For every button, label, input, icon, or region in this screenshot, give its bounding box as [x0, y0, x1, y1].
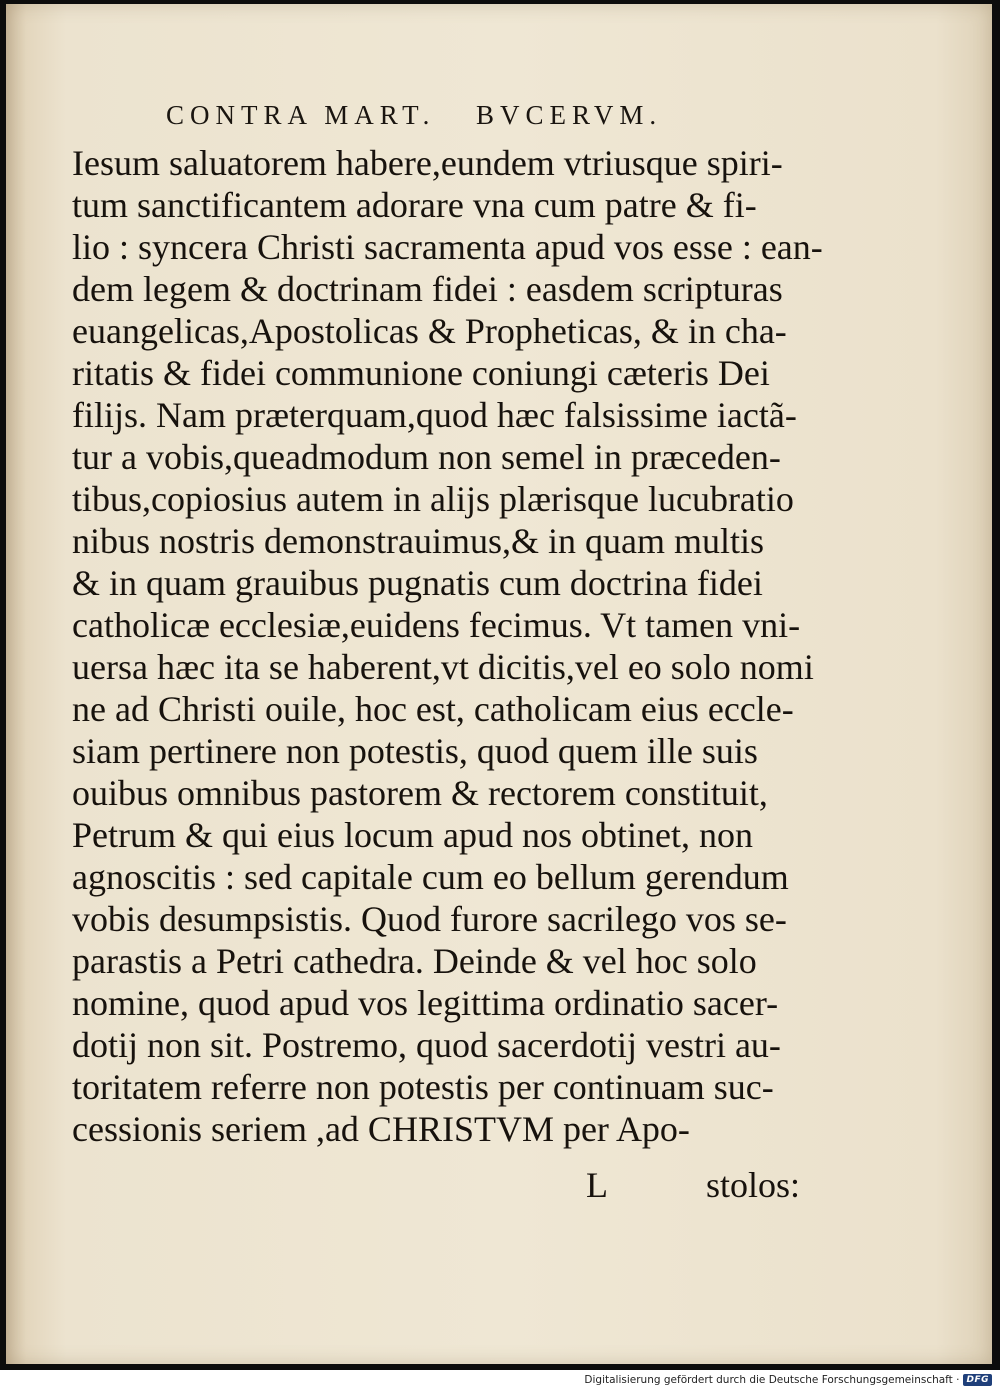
text-line: tibus,copiosius autem in alijs plærisque lucubratio — [72, 479, 794, 519]
text-line: catholicæ ecclesiæ,euidens fecimus. Vt tamen vni- — [72, 605, 801, 645]
text-line: tum sanctificantem adorare vna cum patre & fi- — [72, 185, 757, 225]
digitization-credit — [584, 1372, 992, 1388]
text-line: dem legem & doctrinam fidei : easdem scripturas — [72, 269, 783, 309]
catchword: stolos: — [706, 1165, 801, 1205]
text-line: uersa hæc ita se haberent,vt dicitis,vel eo solo nomi — [72, 647, 814, 687]
text-line: toritatem referre non potestis per continuam suc- — [72, 1067, 774, 1107]
text-line: euangelicas,Apostolicas & Propheticas, & in cha- — [72, 311, 787, 351]
text-line: filijs. Nam præterquam,quod hæc falsissime iactã- — [72, 395, 797, 435]
credit-text: Digitalisierung gefördert durch die Deutsche Forschungsgemeinschaft · — [584, 1374, 960, 1386]
text-line: & in quam grauibus pugnatis cum doctrina fidei — [72, 563, 763, 603]
text-line: nomine, quod apud vos legittima ordinatio sacer- — [72, 983, 779, 1023]
text-line: lio : syncera Christi sacramenta apud vos esse : ean- — [72, 227, 823, 267]
text-line: ne ad Christi ouile, hoc est, catholicam eius eccle- — [72, 689, 794, 729]
text-line: cessionis seriem ,ad CHRISTVM per Apo- — [72, 1109, 690, 1149]
catchword-line — [6, 1164, 992, 1206]
body-text — [72, 142, 942, 1150]
text-line: nibus nostris demonstrauimus,& in quam multis — [72, 521, 764, 561]
text-line: Petrum & qui eius locum apud nos obtinet, non — [72, 815, 753, 855]
text-line: tur a vobis,queadmodum non semel in præceden- — [72, 437, 781, 477]
running-head-right: BVCERVM. — [476, 100, 663, 130]
dfg-logo-icon: DFG — [963, 1374, 992, 1386]
text-line: Iesum saluatorem habere,eundem vtriusque spiri- — [72, 143, 783, 183]
book-page — [6, 4, 992, 1364]
text-line: ouibus omnibus pastorem & rectorem constituit, — [72, 773, 768, 813]
text-line: siam pertinere non potestis, quod quem ille suis — [72, 731, 758, 771]
text-line: vobis desumpsistis. Quod furore sacrilego vos se- — [72, 899, 787, 939]
text-line: agnoscitis : sed capitale cum eo bellum gerendum — [72, 857, 789, 897]
text-line: parastis a Petri cathedra. Deinde & vel hoc solo — [72, 941, 757, 981]
text-line: ritatis & fidei communione coniungi cæteris Dei — [72, 353, 770, 393]
running-head-left: CONTRA MART. — [166, 100, 436, 130]
text-line: dotij non sit. Postremo, quod sacerdotij vestri au- — [72, 1025, 781, 1065]
signature-mark: L — [586, 1165, 608, 1205]
running-head — [6, 100, 992, 140]
